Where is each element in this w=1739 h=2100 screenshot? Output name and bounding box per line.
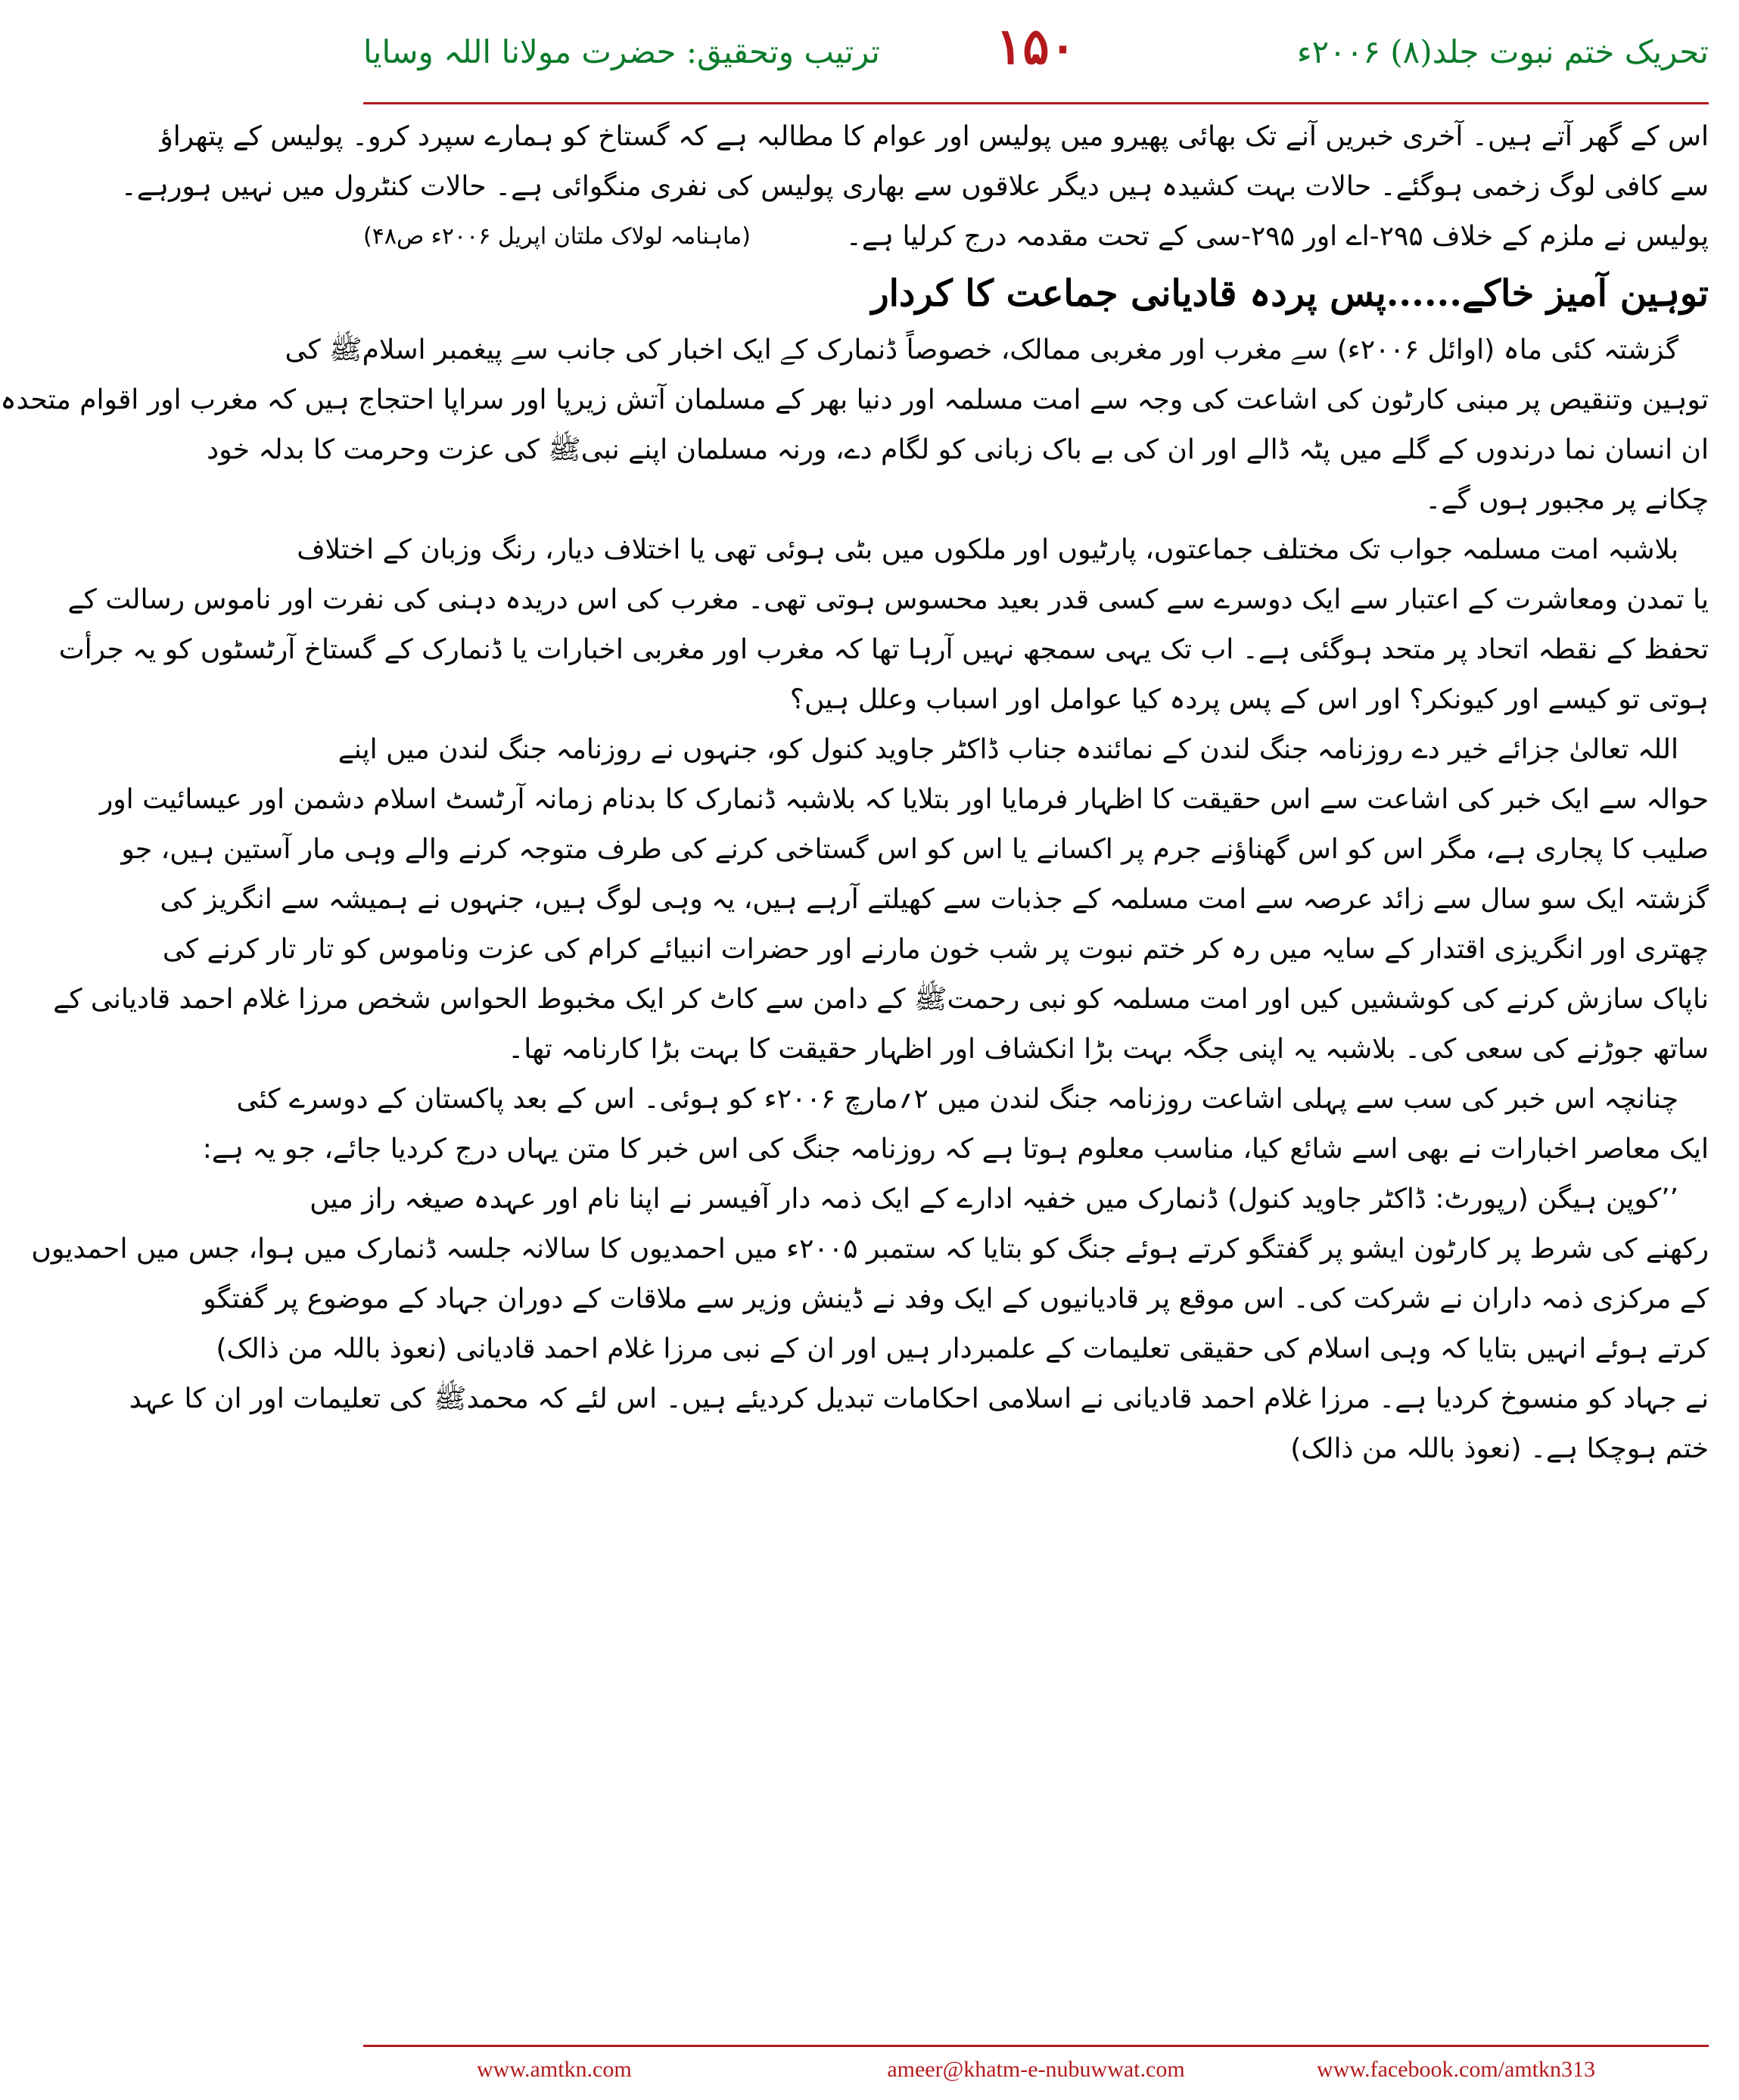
text-line: رکھنے کی شرط پر کارٹون ایشو پر گفتگو کرتے ہوئے جنگ کو بتایا کہ ستمبر ۲۰۰۵ء میں احمدیوں کا سالانہ جلسہ ڈنمارک میں ہوا، جس میں احمدیوں	[31, 1234, 1709, 1265]
text-line: اس کے گھر آتے ہیں۔ آخری خبریں آنے تک بھائی پھیرو میں پولیس اور عوام کا مطالبہ ہے کہ گستاخ کو ہمارے سپرد کرو۔ پولیس کے پتھراؤ	[160, 121, 1709, 152]
text-line: یا تمدن ومعاشرت کے اعتبار سے ایک دوسرے سے کسی قدر بعید محسوس ہوتی تھی۔ مغرب کی اس دریدہ دہنی کی نفرت اور ناموس رسالت کے	[67, 584, 1709, 615]
text-line: ختم ہوچکا ہے۔ (نعوذ باللہ من ذالک)	[1290, 1433, 1709, 1464]
compiler-credit: ترتیب وتحقیق: حضرت مولانا اللہ وسایا	[363, 33, 880, 70]
footer-divider	[363, 2045, 1709, 2047]
facebook-link[interactable]: www.facebook.com/amtkn313	[1317, 2057, 1595, 2082]
text-line: توہین وتنقیص پر مبنی کارٹون کی اشاعت کی وجہ سے امت مسلمہ اور دنیا بھر کے مسلمان آتش زیرپا اور سراپا احتجاج ہیں کہ مغرب اور اقوام متحدہ	[0, 384, 1709, 415]
text-line: گزشتہ کئی ماہ (اوائل ۲۰۰۶ء) سے مغرب اور مغربی ممالک، خصوصاً ڈنمارک کے ایک اخبار کی جانب سے پیغمبر اسلامﷺ کی	[285, 334, 1678, 366]
text-line: ناپاک سازش کرنے کی کوششیں کیں اور امت مسلمہ کو نبی رحمتﷺ کے دامن سے کاٹ کر ایک مخبوط الحواس شخص مرزا غلام احمد قادیانی کے	[53, 984, 1709, 1015]
page-number: ۱۵۰	[995, 17, 1077, 76]
text-line: ساتھ جوڑنے کی سعی کی۔ بلاشبہ یہ اپنی جگہ بہت بڑا انکشاف اور اظہار حقیقت کا بہت بڑا کارنامہ تھا۔	[508, 1034, 1709, 1065]
website-link[interactable]: www.amtkn.com	[477, 2057, 632, 2082]
text-line: چکانے پر مجبور ہوں گے۔	[1425, 484, 1709, 515]
book-title: تحریک ختم نبوت جلد(۸) ۲۰۰۶ء	[1296, 33, 1709, 70]
text-line-content: پولیس نے ملزم کے خلاف ۲۹۵-اے اور ۲۹۵-سی کے تحت مقدمہ درج کرلیا ہے۔	[845, 221, 1709, 252]
text-line: تحفظ کے نقطہ اتحاد پر متحد ہوگئی ہے۔ اب تک یہی سمجھ نہیں آرہا تھا کہ مغرب اور مغربی اخبارات یا ڈنمارک کے گستاخ آرٹسٹوں کو یہ جرأت	[58, 634, 1709, 665]
text-line: کے مرکزی ذمہ داران نے شرکت کی۔ اس موقع پر قادیانیوں کے ایک وفد نے ڈینش وزیر سے ملاقات کے دوران جہاد کے موضوع پر گفتگو	[203, 1283, 1709, 1314]
text-line: حوالہ سے ایک خبر کی اشاعت سے اس حقیقت کا اظہار فرمایا اور بتلایا کہ بلاشبہ ڈنمارک کا بدنام زمانہ آرٹسٹ اسلام دشمن اور عیسائیت اور	[99, 784, 1709, 815]
text-line: سے کافی لوگ زخمی ہوگئے۔ حالات بہت کشیدہ ہیں دیگر علاقوں سے بھاری پولیس کی نفری منگوائی ہے۔ حالات کنٹرول میں نہیں ہورہے۔	[120, 171, 1709, 202]
paragraph-1	[0, 325, 1709, 525]
paragraph-2	[58, 525, 1709, 725]
page-body	[0, 112, 1709, 2038]
text-line: نے جہاد کو منسوخ کردیا ہے۔ مرزا غلام احمد قادیانی نے اسلامی احکامات تبدیل کردیئے ہیں۔ اس لئے کہ محمدﷺ کی تعلیمات اور ان کا عہد	[129, 1383, 1709, 1414]
text-line: ہوتی تو کیسے اور کیونکر؟ اور اس کے پس پردہ کیا عوامل اور اسباب وعلل ہیں؟	[789, 684, 1709, 715]
text-line: ان انسان نما درندوں کے گلے میں پٹہ ڈالے اور ان کی بے باک زبانی کو لگام دے، ورنہ مسلمان اپنے نبیﷺ کی عزت وحرمت کا بدلہ خود	[207, 434, 1709, 465]
text-line: اللہ تعالیٰ جزائے خیر دے روزنامہ جنگ لندن کے نمائندہ جناب ڈاکٹر جاوید کنول کو، جنہوں نے روزنامہ جنگ لندن میں اپنے	[338, 734, 1678, 765]
text-line: کرتے ہوئے انہیں بتایا کہ وہی اسلام کی حقیقی تعلیمات کے علمبردار ہیں اور ان کے نبی مرزا غلام احمد قادیانی (نعوذ باللہ من ذالک)	[216, 1333, 1709, 1364]
text-line: ایک معاصر اخبارات نے بھی اسے شائع کیا، مناسب معلوم ہوتا ہے کہ روزنامہ جنگ کی اس خبر کا متن یہاں درج کردیا جائے، جو یہ ہے:	[202, 1134, 1709, 1165]
text-line: چھتری اور انگریزی اقتدار کے سایہ میں رہ کر ختم نبوت پر شب خون مارنے اور حضرات انبیائے کرام کی عزت وناموس کو تار تار کرنے کی	[162, 934, 1709, 965]
paragraph-4	[202, 1075, 1709, 1174]
text-line: گزشتہ ایک سو سال سے زائد عرصہ سے امت مسلمہ کے جذبات سے کھیلتے آرہے ہیں، یہ وہی لوگ ہیں، جنہوں نے ہمیشہ سے انگریز کی	[160, 884, 1709, 915]
text-line: چنانچہ اس خبر کی سب سے پہلی اشاعت روزنامہ جنگ لندن میں ۲؍مارچ ۲۰۰۶ء کو ہوئی۔ اس کے بعد پاکستان کے دوسرے کئی	[236, 1084, 1678, 1115]
text-line: صلیب کا پجاری ہے، مگر اس کو اس گھناؤنے جرم پر اکسانے یا اس کو اس گستاخی کرنے کی طرف متوجہ کرنے والے وہی مار آستین ہیں، جو	[121, 834, 1709, 865]
header-divider	[363, 102, 1709, 104]
section-heading: توہین آمیز خاکے......پس پردہ قادیانی جماعت کا کردار	[871, 272, 1709, 315]
text-line: بلاشبہ امت مسلمہ جواب تک مختلف جماعتوں، پارٹیوں اور ملکوں میں بٹی ہوئی تھی یا اختلاف دیار، رنگ وزبان کے اختلاف	[297, 534, 1678, 565]
text-line: ’’کوپن ہیگن (رپورٹ: ڈاکٹر جاوید کنول) ڈنمارک میں خفیہ ادارے کے ایک ذمہ دار آفیسر نے اپنا نام اور عہدہ صیغہ راز میں	[310, 1184, 1678, 1215]
paragraph-5-quote	[31, 1174, 1709, 1474]
text-line	[363, 212, 1709, 262]
paragraph-3	[53, 725, 1709, 1075]
page-footer	[363, 2052, 1709, 2090]
citation: (ماہنامہ لولاک ملتان اپریل ۲۰۰۶ء ص۴۸)	[363, 223, 751, 250]
page-header	[363, 17, 1709, 100]
email-link[interactable]: ameer@khatm-e-nubuwwat.com	[887, 2057, 1185, 2082]
